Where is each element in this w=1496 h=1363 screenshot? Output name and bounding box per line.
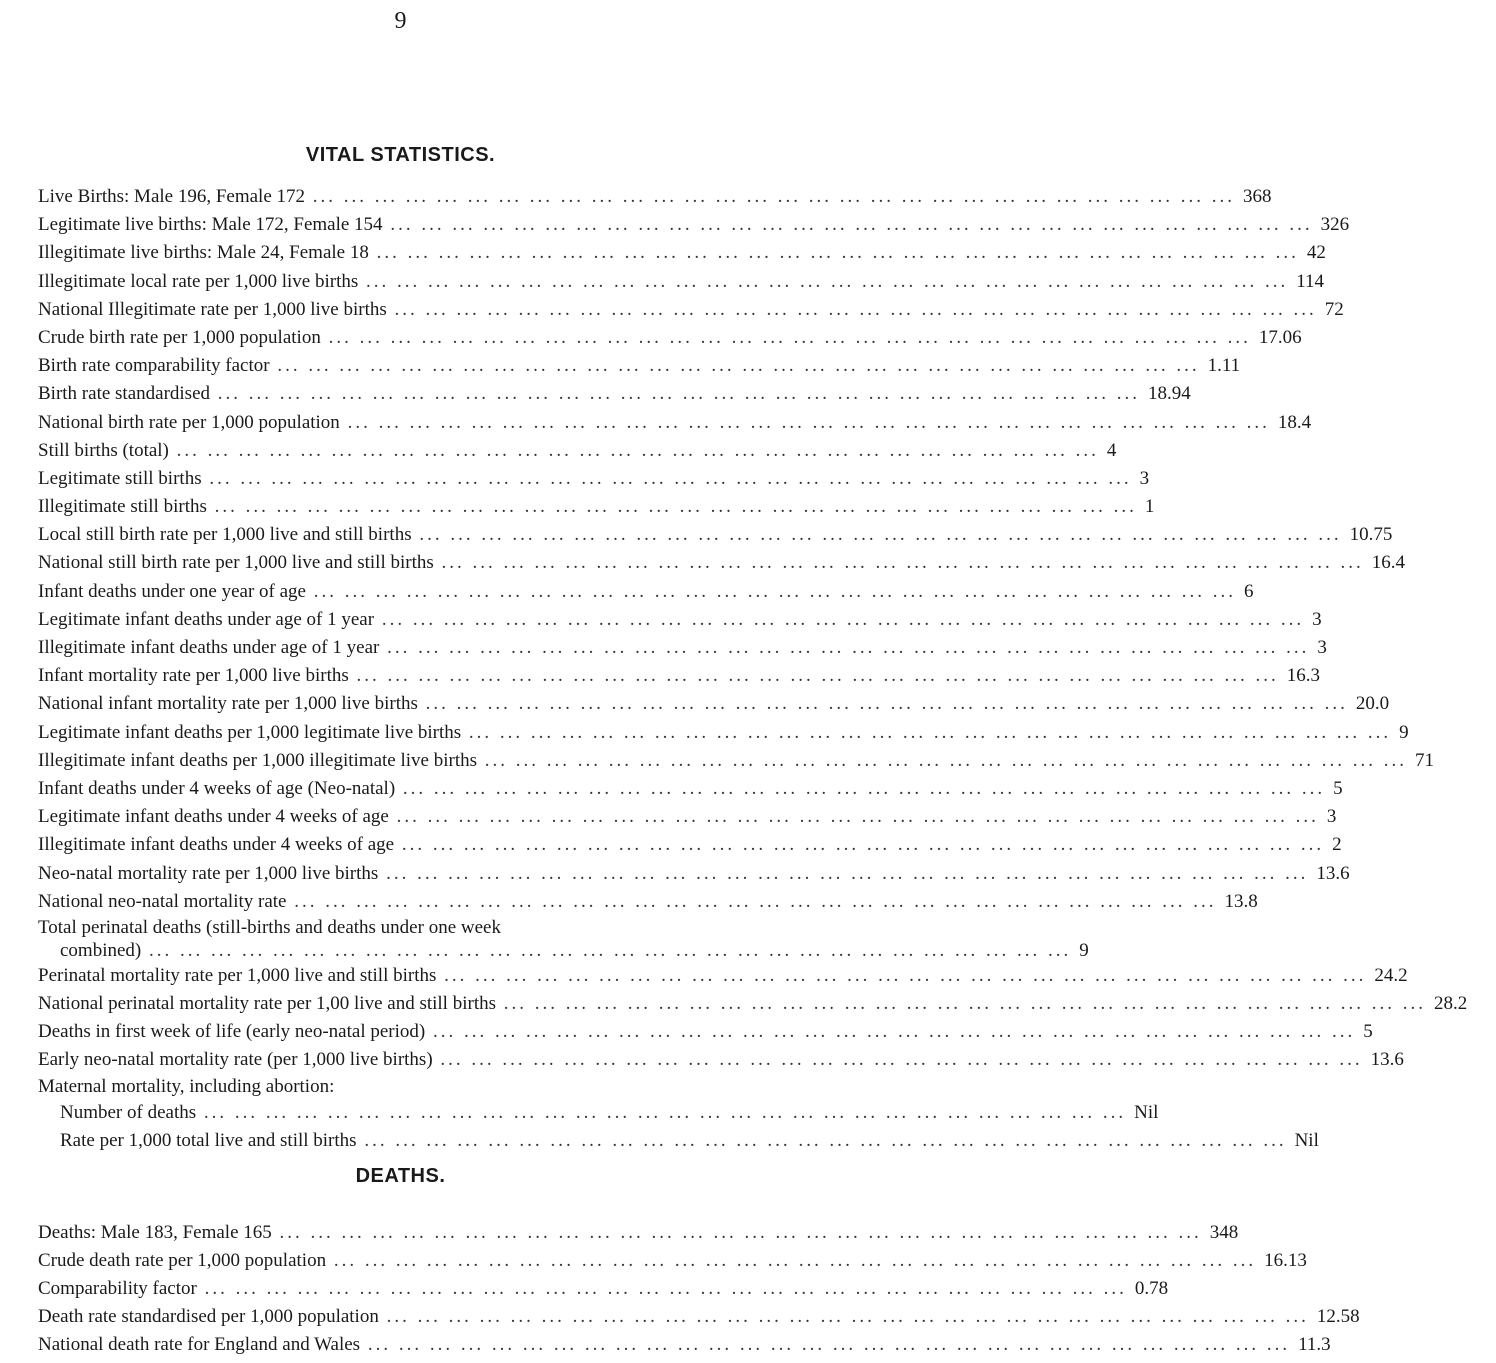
stat-row: Deaths: Male 183, Female 165 ... ... ... ... ... ... ... ... ... ... ... ... ... ... ... ... ... ... ... ... ... ... ... ... ... ... ... ... ... ... 348 (38, 1219, 768, 1247)
stat-value: 10.75 (1349, 524, 1393, 546)
stat-row: National birth rate per 1,000 population ... ... ... ... ... ... ... ... ... ... ... ... ... ... ... ... ... ... ... ... ... ... ... ... ... ... ... ... ... ... 18.4 (38, 409, 768, 437)
stat-label: Early neo-natal mortality rate (per 1,000 live births) (38, 1049, 433, 1071)
stat-row: Number of deaths ... ... ... ... ... ... ... ... ... ... ... ... ... ... ... ... ... ... ... ... ... ... ... ... ... ... ... ... ... ... Nil (38, 1099, 768, 1127)
stat-label: Total perinatal deaths (still-births and deaths under one week (38, 916, 501, 938)
stat-label: Illegitimate infant deaths under 4 weeks of age (38, 834, 395, 856)
stat-row: Illegitimate live births: Male 24, Female 18 ... ... ... ... ... ... ... ... ... ... ... ... ... ... ... ... ... ... ... ... ... ... ... ... ... ... ... ... ... ... 42 (38, 239, 768, 267)
stat-value: 28.2 (1434, 993, 1468, 1015)
stat-value: 16.3 (1286, 665, 1321, 687)
stat-label: Death rate standardised per 1,000 population (38, 1306, 379, 1327)
stat-label: Illegitimate infant deaths under age of 1 year (38, 637, 380, 658)
stat-value: 326 (1320, 214, 1350, 236)
stat-value: 3 (1312, 608, 1322, 630)
stat-row: National Illegitimate rate per 1,000 live births ... ... ... ... ... ... ... ... ... ... ... ... ... ... ... ... ... ... ... ... ... ... ... ... ... ... ... ... ... ... 72 (38, 296, 768, 324)
stat-value: 16.4 (1371, 552, 1406, 574)
stat-value: 18.94 (1148, 383, 1191, 405)
stat-label: Illegitimate live births: Male 24, Female 18 (38, 242, 369, 264)
stat-label: National still birth rate per 1,000 live and still births (38, 552, 434, 574)
stat-row: Illegitimate infant deaths under 4 weeks of age ... ... ... ... ... ... ... ... ... ... ... ... ... ... ... ... ... ... ... ... ... ... ... ... ... ... ... ... ... ... 2 (38, 831, 768, 859)
stat-row: Illegitimate local rate per 1,000 live births ... ... ... ... ... ... ... ... ... ... ... ... ... ... ... ... ... ... ... ... ... ... ... ... ... ... ... ... ... ... 114 (38, 268, 768, 296)
stat-row: Neo-natal mortality rate per 1,000 live births ... ... ... ... ... ... ... ... ... ... ... ... ... ... ... ... ... ... ... ... ... ... ... ... ... ... ... ... ... ... 13.6 (38, 860, 768, 888)
stat-value: 2 (1332, 834, 1342, 856)
stat-row: National perinatal mortality rate per 1,00 live and still births ... ... ... ... ... ... ... ... ... ... ... ... ... ... ... ... ... ... ... ... ... ... ... ... ... ... ... ... ... ... 28.2 (38, 990, 768, 1018)
stat-value: 71 (1415, 749, 1434, 771)
stat-value: 3 (1326, 806, 1337, 828)
stat-row: Legitimate infant deaths per 1,000 legitimate live births ... ... ... ... ... ... ... ... ... ... ... ... ... ... ... ... ... ... ... ... ... ... ... ... ... ... ... ... ... ... 9 (38, 719, 768, 747)
stat-label-continued: combined) (60, 939, 142, 961)
stat-value: 5 (1333, 777, 1343, 799)
stat-value: 16.13 (1264, 1250, 1307, 1271)
stat-value: 368 (1243, 186, 1272, 207)
perinatal-deaths-row: Total perinatal deaths (still-births and deaths under one week combined) ... ... ... ... ... ... ... ... ... ... ... ... ... ... ... ... ... ... ... ... ... ... ... ... ... ... ... ... ... ... 9 (38, 916, 768, 962)
stat-label: National neo-natal mortality rate (38, 890, 287, 912)
stat-value: 17.06 (1258, 326, 1302, 348)
stat-label: National Illegitimate rate per 1,000 live births (38, 298, 387, 320)
stat-row: Death rate standardised per 1,000 population ... ... ... ... ... ... ... ... ... ... ... ... ... ... ... ... ... ... ... ... ... ... ... ... ... ... ... ... ... ... 12.58 (38, 1303, 768, 1331)
stat-label: Legitimate infant deaths under age of 1 year (38, 608, 375, 630)
stat-row: Crude birth rate per 1,000 population ... ... ... ... ... ... ... ... ... ... ... ... ... ... ... ... ... ... ... ... ... ... ... ... ... ... ... ... ... ... 17.06 (38, 324, 768, 352)
stat-row: Early neo-natal mortality rate (per 1,000 live births) ... ... ... ... ... ... ... ... ... ... ... ... ... ... ... ... ... ... ... ... ... ... ... ... ... ... ... ... ... ... 13.6 (38, 1046, 768, 1074)
stat-value: 13.6 (1316, 862, 1350, 884)
stat-label: Birth rate comparability factor (38, 355, 270, 377)
stat-value: 11.3 (1298, 1334, 1331, 1355)
stat-value: 20.0 (1355, 693, 1390, 715)
stat-label: Infant deaths under 4 weeks of age (Neo-natal) (38, 777, 396, 799)
stat-value: 1.11 (1207, 355, 1241, 377)
stat-label: Deaths: Male 183, Female 165 (38, 1222, 272, 1243)
stat-row: Comparability factor ... ... ... ... ... ... ... ... ... ... ... ... ... ... ... ... ... ... ... ... ... ... ... ... ... ... ... ... ... ... 0.78 (38, 1275, 768, 1303)
stat-value: 18.4 (1277, 411, 1312, 433)
stat-value: 4 (1106, 439, 1117, 461)
stat-value: 114 (1296, 270, 1325, 292)
stat-row: Deaths in first week of life (early neo-natal period) ... ... ... ... ... ... ... ... ... ... ... ... ... ... ... ... ... ... ... ... ... ... ... ... ... ... ... ... ... ... 5 (38, 1018, 768, 1046)
stat-row: Legitimate still births ... ... ... ... ... ... ... ... ... ... ... ... ... ... ... ... ... ... ... ... ... ... ... ... ... ... ... ... ... ... 3 (38, 465, 768, 493)
stat-label: Crude birth rate per 1,000 population (38, 326, 321, 348)
stat-row: Illegitimate infant deaths per 1,000 illegitimate live births ... ... ... ... ... ... ... ... ... ... ... ... ... ... ... ... ... ... ... ... ... ... ... ... ... ... ... ... ... ... 71 (38, 747, 768, 775)
stat-row: Infant mortality rate per 1,000 live births ... ... ... ... ... ... ... ... ... ... ... ... ... ... ... ... ... ... ... ... ... ... ... ... ... ... ... ... ... ... 16.3 (38, 662, 768, 690)
stat-label: Crude death rate per 1,000 population (38, 1250, 327, 1271)
vital-statistics-heading: VITAL STATISTICS. (305, 144, 496, 166)
stat-label: Illegitimate infant deaths per 1,000 illegitimate live births (38, 749, 477, 771)
stat-value: 24.2 (1374, 964, 1408, 986)
stat-row: Illegitimate still births ... ... ... ... ... ... ... ... ... ... ... ... ... ... ... ... ... ... ... ... ... ... ... ... ... ... ... ... ... ... 1 (38, 493, 768, 521)
stat-row: National infant mortality rate per 1,000 live births ... ... ... ... ... ... ... ... ... ... ... ... ... ... ... ... ... ... ... ... ... ... ... ... ... ... ... ... ... ... 20.0 (38, 690, 768, 718)
stat-value: 42 (1306, 242, 1326, 264)
stat-row: National death rate for England and Wales ... ... ... ... ... ... ... ... ... ... ... ... ... ... ... ... ... ... ... ... ... ... ... ... ... ... ... ... ... ... 11.3 (38, 1331, 768, 1359)
stat-value: 9 (1399, 721, 1409, 743)
stat-row: Birth rate comparability factor ... ... ... ... ... ... ... ... ... ... ... ... ... ... ... ... ... ... ... ... ... ... ... ... ... ... ... ... ... ... 1.11 (38, 352, 768, 380)
stat-value: 348 (1209, 1222, 1239, 1243)
stat-label: Legitimate infant deaths under 4 weeks of age (38, 806, 389, 828)
stat-row: Infant deaths under 4 weeks of age (Neo-natal) ... ... ... ... ... ... ... ... ... ... ... ... ... ... ... ... ... ... ... ... ... ... ... ... ... ... ... ... ... ... 5 (38, 775, 768, 803)
stat-row: Legitimate live births: Male 172, Female 154 ... ... ... ... ... ... ... ... ... ... ... ... ... ... ... ... ... ... ... ... ... ... ... ... ... ... ... ... ... ... 326 (38, 211, 768, 239)
stat-label: Infant mortality rate per 1,000 live births (38, 665, 349, 687)
stat-label: Illegitimate still births (38, 496, 207, 518)
stat-value: 13.8 (1224, 890, 1258, 912)
stat-label: National birth rate per 1,000 population (38, 411, 340, 433)
stat-value: 12.58 (1316, 1306, 1360, 1327)
stat-label: Birth rate standardised (38, 383, 211, 405)
stat-label: National perinatal mortality rate per 1,00 live and still births (38, 993, 496, 1015)
stat-label: Still births (total) (38, 439, 169, 461)
stat-row: Infant deaths under one year of age ... ... ... ... ... ... ... ... ... ... ... ... ... ... ... ... ... ... ... ... ... ... ... ... ... ... ... ... ... ... 6 (38, 578, 768, 606)
vital-statistics-list (38, 183, 1468, 1155)
stat-value: 13.6 (1370, 1049, 1404, 1071)
stat-row: Crude death rate per 1,000 population ... ... ... ... ... ... ... ... ... ... ... ... ... ... ... ... ... ... ... ... ... ... ... ... ... ... ... ... ... ... 16.13 (38, 1247, 768, 1275)
stat-value: Nil (1134, 1101, 1159, 1123)
deaths-list (38, 1219, 1360, 1359)
stat-row: National still birth rate per 1,000 live and still births ... ... ... ... ... ... ... ... ... ... ... ... ... ... ... ... ... ... ... ... ... ... ... ... ... ... ... ... ... ... 16.4 (38, 549, 768, 577)
stat-value: 6 (1244, 580, 1254, 602)
stat-label: Illegitimate local rate per 1,000 live births (38, 270, 359, 292)
page-number: 9 (394, 8, 407, 34)
stat-label: Legitimate live births: Male 172, Female 154 (38, 214, 383, 236)
stat-value: Nil (1294, 1129, 1319, 1151)
stat-label: Infant deaths under one year of age (38, 580, 306, 602)
stat-label: Live Births: Male 196, Female 172 (38, 186, 306, 207)
stat-row: Live Births: Male 196, Female 172 ... ... ... ... ... ... ... ... ... ... ... ... ... ... ... ... ... ... ... ... ... ... ... ... ... ... ... ... ... ... 368 (38, 183, 768, 211)
stat-row: Birth rate standardised ... ... ... ... ... ... ... ... ... ... ... ... ... ... ... ... ... ... ... ... ... ... ... ... ... ... ... ... ... ... 18.94 (38, 380, 768, 408)
stat-row: Still births (total) ... ... ... ... ... ... ... ... ... ... ... ... ... ... ... ... ... ... ... ... ... ... ... ... ... ... ... ... ... ... 4 (38, 437, 768, 465)
stat-label: Deaths in first week of life (early neo-natal period) (38, 1021, 426, 1043)
stat-label: Comparability factor (38, 1278, 197, 1299)
stat-label: National infant mortality rate per 1,000 live births (38, 693, 418, 715)
stat-row: Rate per 1,000 total live and still births ... ... ... ... ... ... ... ... ... ... ... ... ... ... ... ... ... ... ... ... ... ... ... ... ... ... ... ... ... ... Nil (38, 1127, 768, 1155)
stat-label: Perinatal mortality rate per 1,000 live and still births (38, 964, 437, 986)
stat-row: Legitimate infant deaths under age of 1 year ... ... ... ... ... ... ... ... ... ... ... ... ... ... ... ... ... ... ... ... ... ... ... ... ... ... ... ... ... ... 3 (38, 606, 768, 634)
stat-label: Number of deaths (60, 1101, 197, 1123)
stat-label: Legitimate still births (38, 467, 202, 489)
stat-row: Illegitimate infant deaths under age of 1 year ... ... ... ... ... ... ... ... ... ... ... ... ... ... ... ... ... ... ... ... ... ... ... ... ... ... ... ... ... ... 3 (38, 634, 768, 662)
stat-value: 1 (1144, 496, 1155, 518)
stat-row: Legitimate infant deaths under 4 weeks of age ... ... ... ... ... ... ... ... ... ... ... ... ... ... ... ... ... ... ... ... ... ... ... ... ... ... ... ... ... ... 3 (38, 803, 768, 831)
stat-value: 3 (1317, 637, 1327, 658)
stat-label: Neo-natal mortality rate per 1,000 live births (38, 862, 379, 884)
stat-value: 72 (1324, 298, 1344, 320)
stat-label: Rate per 1,000 total live and still births (60, 1129, 357, 1151)
maternal-mortality-label: Maternal mortality, including abortion: (38, 1075, 335, 1097)
stat-row: Local still birth rate per 1,000 live and still births ... ... ... ... ... ... ... ... ... ... ... ... ... ... ... ... ... ... ... ... ... ... ... ... ... ... ... ... ... ... 10.75 (38, 521, 768, 549)
stat-value: 9 (1079, 939, 1089, 961)
deaths-heading: DEATHS. (355, 1165, 446, 1187)
stat-row: National neo-natal mortality rate ... ... ... ... ... ... ... ... ... ... ... ... ... ... ... ... ... ... ... ... ... ... ... ... ... ... ... ... ... ... 13.8 (38, 888, 768, 916)
stat-row: Perinatal mortality rate per 1,000 live and still births ... ... ... ... ... ... ... ... ... ... ... ... ... ... ... ... ... ... ... ... ... ... ... ... ... ... ... ... ... ... 24.2 (38, 962, 768, 990)
stat-label: Local still birth rate per 1,000 live and still births (38, 524, 412, 546)
stat-label: National death rate for England and Wales (38, 1334, 361, 1355)
stat-value: 3 (1139, 467, 1150, 489)
stat-label: Legitimate infant deaths per 1,000 legitimate live births (38, 721, 462, 743)
stat-value: 0.78 (1134, 1278, 1169, 1299)
stat-value: 5 (1363, 1021, 1373, 1043)
